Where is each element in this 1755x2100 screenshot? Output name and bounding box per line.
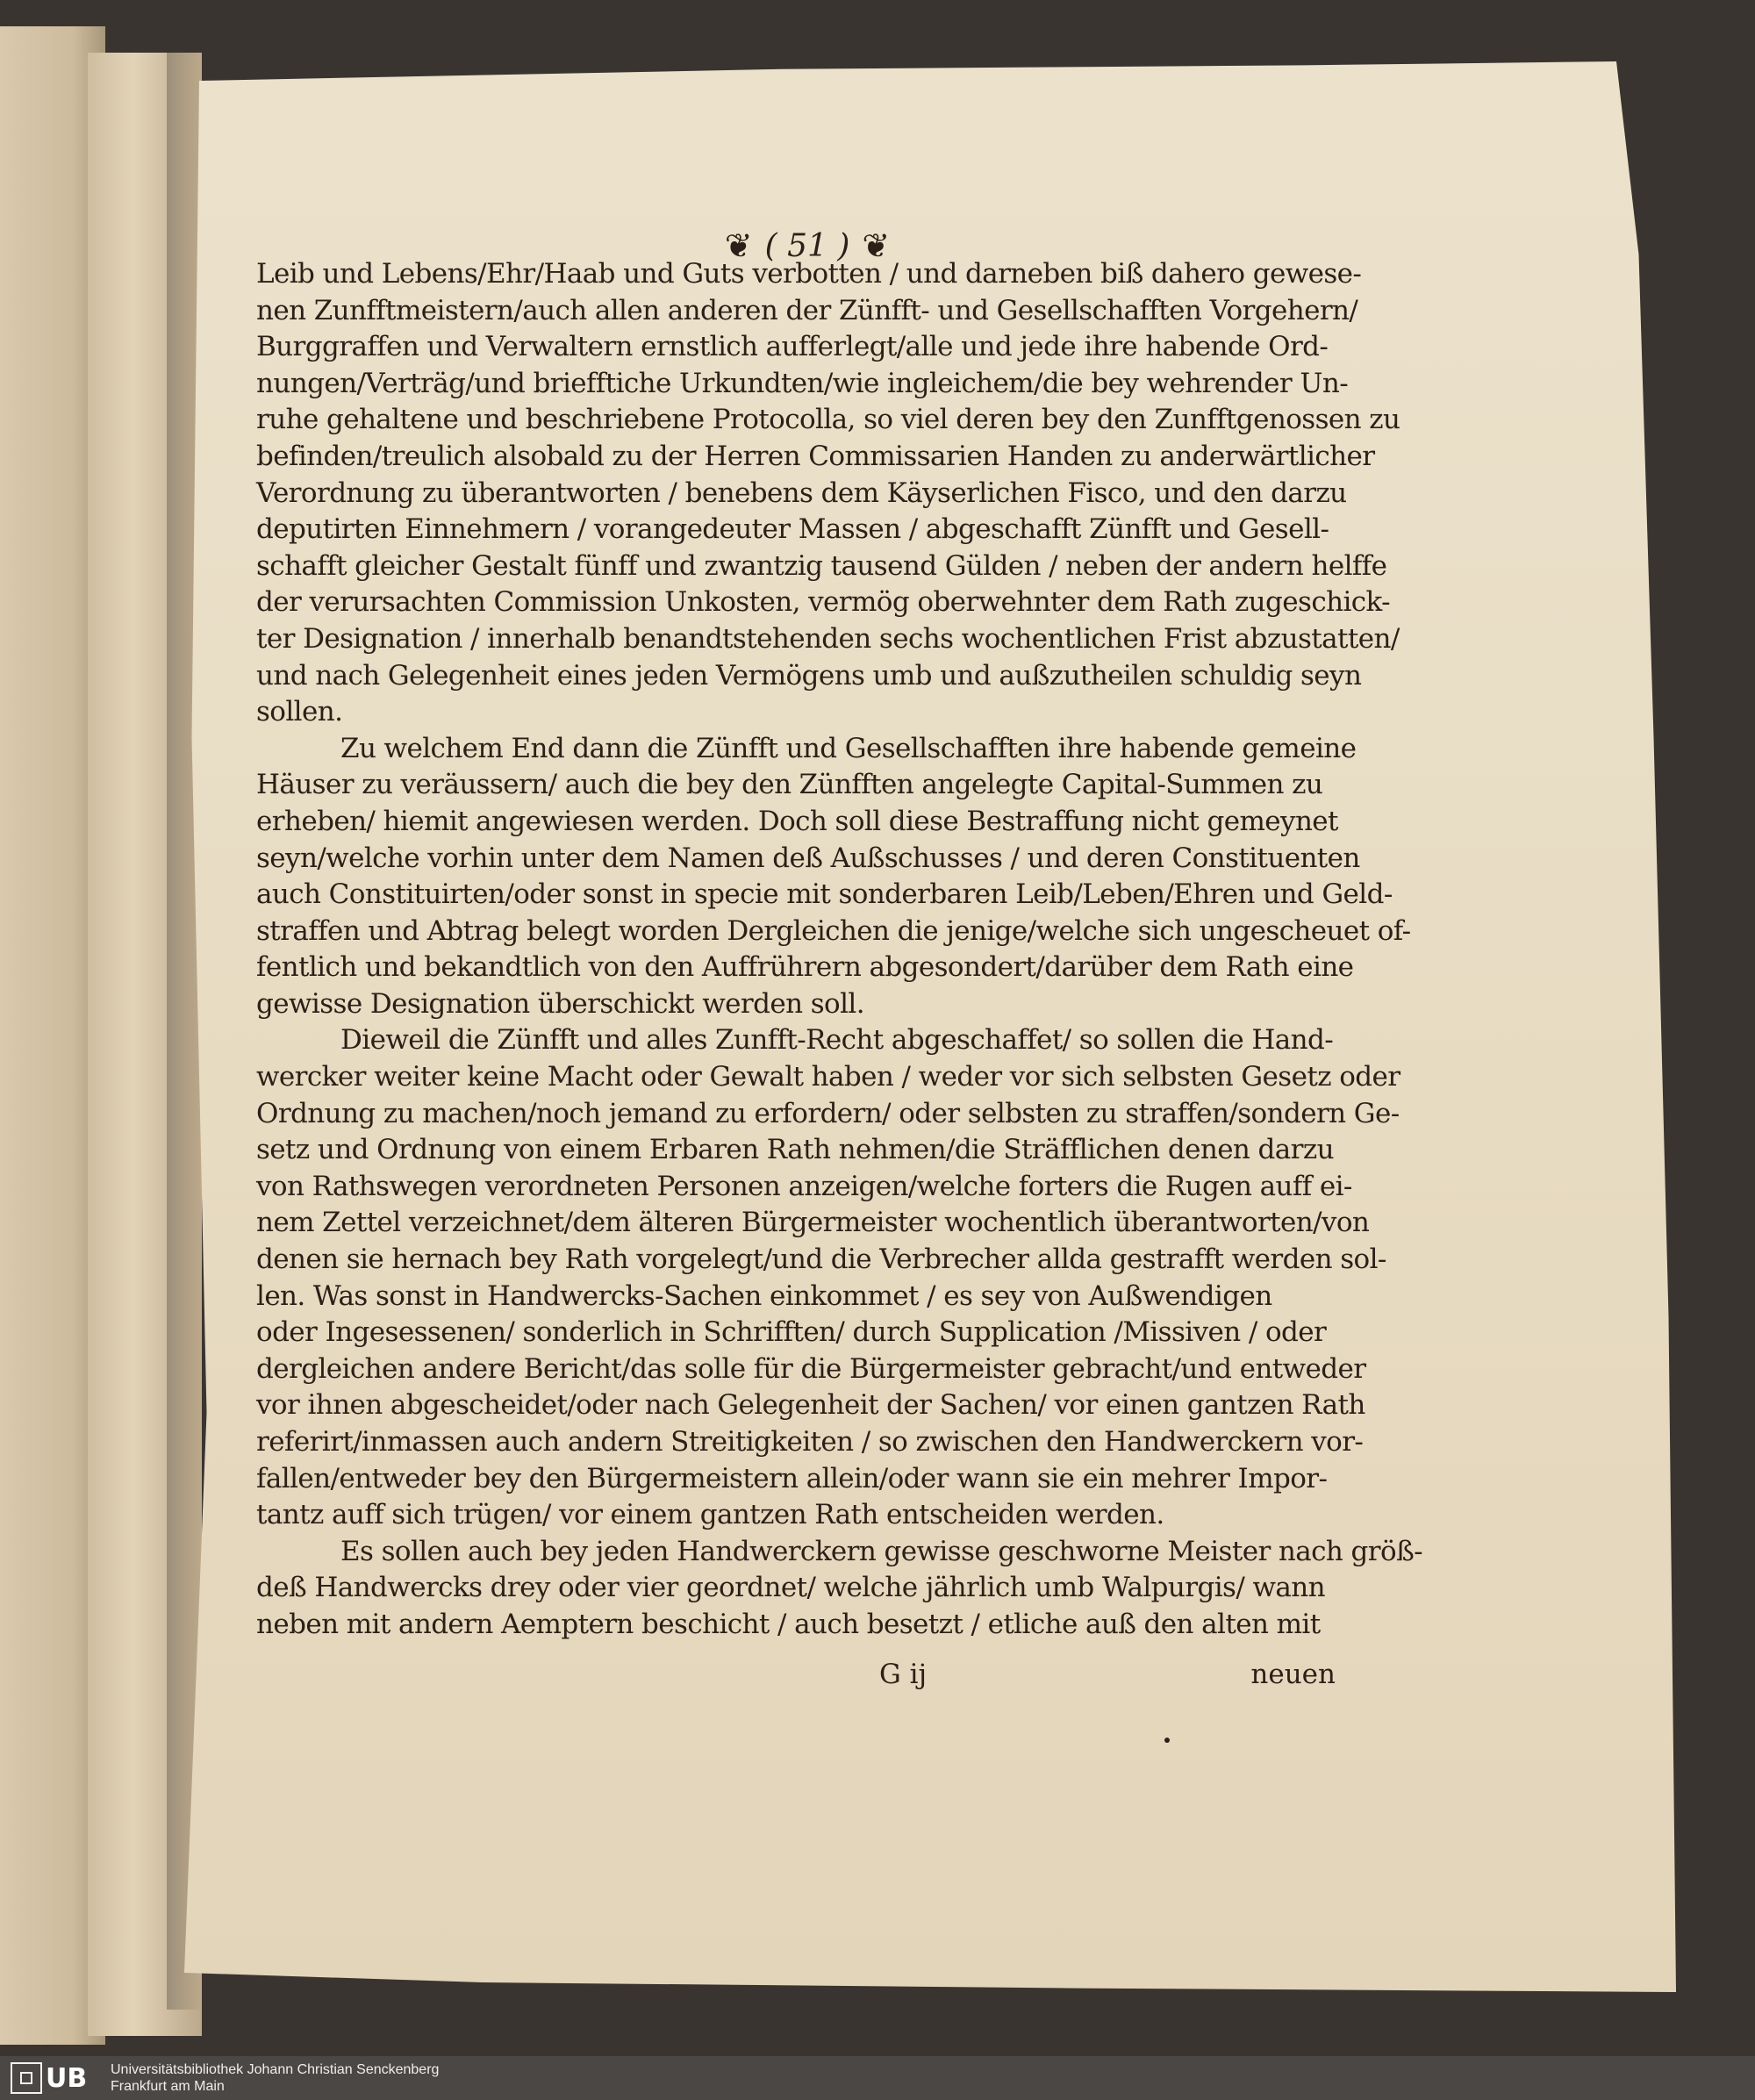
- text-line: fallen/entweder bey den Bürgermeistern allein/oder wann sie ein mehrer Impor-: [256, 1462, 1328, 1494]
- text-line: Leib und Lebens/Ehr/Haab und Guts verbotten / und darneben biß dahero gewese-: [256, 258, 1362, 290]
- text-line: deß Handwercks drey oder vier geordnet/ welche jährlich umb Walpurgis/ wann: [256, 1572, 1325, 1604]
- text-line: straffen und Abtrag belegt worden Dergleichen die jenige/welche sich ungescheuet of-: [256, 914, 1411, 947]
- text-line: Zu welchem End dann die Zünfft und Gesellschafften ihre habende gemeine: [340, 732, 1357, 764]
- institution-name: [111, 2061, 439, 2095]
- catchword: neuen: [1250, 1659, 1336, 1690]
- signature-mark: G ij: [879, 1659, 928, 1690]
- text-line: Burggraffen und Verwaltern ernstlich aufferlegt/alle und jede ihre habende Ord-: [256, 331, 1329, 363]
- text-line: nungen/Verträg/und briefftiche Urkundten/wie ingleichem/die bey wehrender Un-: [256, 367, 1349, 399]
- text-line: befinden/treulich alsobald zu der Herren Commissarien Handen zu anderwärtlicher: [256, 440, 1375, 472]
- text-line: fentlich und bekandtlich von den Auffrührern abgesondert/darüber dem Rath eine: [256, 951, 1354, 984]
- institution-line2: Frankfurt am Main: [111, 2079, 225, 2094]
- library-logo[interactable]: [11, 2061, 105, 2096]
- text-line: erheben/ hiemit angewiesen werden. Doch soll diese Bestraffung nicht gemeynet: [256, 805, 1338, 837]
- text-line: Verordnung zu überantworten / benebens dem Käyserlichen Fisco, und den darzu: [256, 477, 1347, 509]
- body-text: [256, 256, 1423, 1644]
- text-line: Es sollen auch bey jeden Handwerckern gewisse geschworne Meister nach größ-: [340, 1535, 1423, 1567]
- ink-speck: [1164, 1738, 1170, 1743]
- page-footer-line: [256, 1659, 1336, 1697]
- text-line: len. Was sonst in Handwercks-Sachen einkommet / es sey von Außwendigen: [256, 1279, 1272, 1312]
- text-line: dergleichen andere Bericht/das solle für die Bürgermeister gebracht/und entweder: [256, 1352, 1366, 1385]
- text-line: tantz auff sich trügen/ vor einem gantzen Rath entscheiden werden.: [256, 1499, 1164, 1531]
- text-line: referirt/inmassen auch andern Streitigkeiten / so zwischen den Handwerckern vor-: [256, 1426, 1364, 1458]
- text-line: Ordnung zu machen/noch jemand zu erfordern/ oder selbsten zu straffen/sondern Ge-: [256, 1097, 1400, 1129]
- text-line: setz und Ordnung von einem Erbaren Rath nehmen/die Sträfflichen denen darzu: [256, 1134, 1334, 1166]
- library-logo-icon: [11, 2062, 42, 2094]
- text-line: der verursachten Commission Unkosten, vermög oberwehnter dem Rath zugeschick-: [256, 586, 1391, 619]
- text-line: auch Constituirten/oder sonst in specie mit sonderbaren Leib/Leben/Ehren und Geld-: [256, 878, 1393, 911]
- text-line: Dieweil die Zünfft und alles Zunfft-Recht abgeschaffet/ so sollen die Hand-: [340, 1024, 1334, 1057]
- text-line: denen sie hernach bey Rath vorgelegt/und die Verbrecher allda gestrafft werden sol-: [256, 1244, 1386, 1276]
- text-line: wercker weiter keine Macht oder Gewalt haben / weder vor sich selbsten Gesetz oder: [256, 1061, 1400, 1093]
- text-line: schafft gleicher Gestalt fünff und zwantzig tausend Gülden / neben der andern helffe: [256, 549, 1387, 582]
- text-line: und nach Gelegenheit eines jeden Vermögens umb und außzutheilen schuldig seyn: [256, 659, 1362, 692]
- text-line: Häuser zu veräussern/ auch die bey den Zünfften angelegte Capital-Summen zu: [256, 769, 1323, 801]
- text-line: vor ihnen abgescheidet/oder nach Gelegenheit der Sachen/ vor einen gantzen Rath: [256, 1389, 1365, 1422]
- ornament-right-icon: ❦: [862, 226, 891, 265]
- text-line: nem Zettel verzeichnet/dem älteren Bürgermeister wochentlich überantworten/von: [256, 1207, 1370, 1239]
- text-line: neben mit andern Aemptern beschicht / auch besetzt / etliche auß den alten mit: [256, 1608, 1321, 1640]
- ornament-left-icon: ❦: [724, 226, 753, 265]
- text-line: von Rathswegen verordneten Personen anzeigen/welche forters die Rugen auff ei-: [256, 1170, 1352, 1202]
- text-line: nen Zunfftmeistern/auch allen anderen der Zünfft- und Gesellschafften Vorgehern/: [256, 294, 1358, 326]
- institution-line1: Universitätsbibliothek Johann Christian Senckenberg: [111, 2062, 440, 2077]
- text-line: sollen.: [256, 696, 343, 728]
- page-number: ( 51 ): [764, 227, 850, 264]
- text-line: seyn/welche vorhin unter dem Namen deß Außschusses / und deren Constituenten: [256, 842, 1360, 874]
- text-line: ter Designation / innerhalb benandtstehenden sechs wochentlichen Frist abzustatten/: [256, 622, 1400, 655]
- text-line: gewisse Designation überschickt werden soll.: [256, 987, 864, 1020]
- text-line: oder Ingesessenen/ sonderlich in Schrifften/ durch Supplication /Missiven / oder: [256, 1316, 1327, 1349]
- logo-text: UB: [46, 2062, 88, 2094]
- text-line: deputirten Einnehmern / vorangedeuter Massen / abgeschafft Zünfft und Gesell-: [256, 513, 1329, 546]
- text-line: ruhe gehaltene und beschriebene Protocolla, so viel deren bey den Zunfftgenossen zu: [256, 404, 1400, 436]
- viewer-footer: [0, 2056, 1755, 2100]
